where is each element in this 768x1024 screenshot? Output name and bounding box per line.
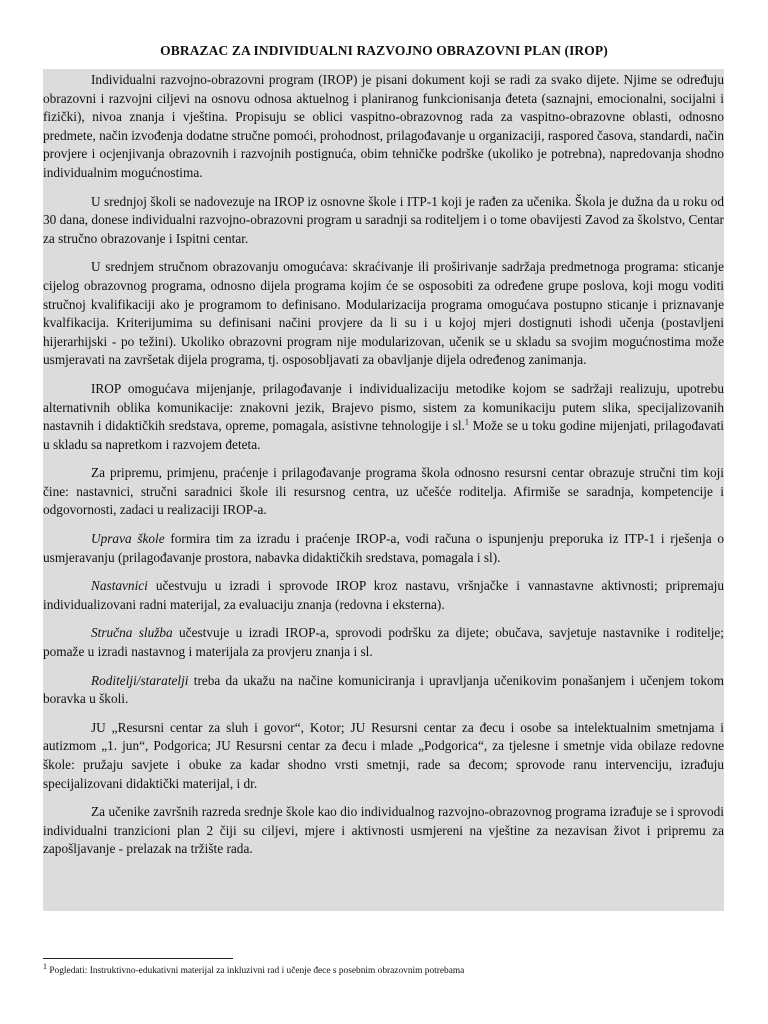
paragraph-text: učestvuje u izradi IROP-a, sprovodi podršku za dijete; obučava, savjetuje nastavnike i roditelje; pomaže u izradi nastavnog i materijala za provjeru znanja i sl.	[43, 625, 724, 660]
paragraph-school-management	[43, 530, 724, 567]
document-title: OBRAZAC ZA INDIVIDUALNI RAZVOJNO OBRAZOVNI PLAN (IROP)	[160, 43, 608, 58]
paragraph-text: treba da ukažu na načine komuniciranja i upravljanja učenikovim ponašanjem i učenjem tokom boravka u školi.	[43, 672, 724, 707]
paragraph-text: učestvuju u izradi i sprovode IROP kroz nastavu, vršnjačke i vannastavne aktivnosti; pripremaju individualizovani radni materijal, za evaluaciju znanja (redovna i eksterna).	[43, 578, 724, 612]
role-label: Roditelji/staratelji	[91, 672, 189, 688]
footnote	[43, 961, 733, 977]
footnote-number: 1	[43, 961, 47, 971]
paragraph-resource-centers: JU „Resursni centar za sluh i govor“, Kotor; JU Resursni centar za đecu i osobe sa intelektualnim smetnjama i autizmom „1. jun“, Podgorica; JU Resursni centar za đecu i mlade „Podgorica“, za tjelesne i smetnje vida obilaze redovne škole: pružaju savjete i obuke za kadar shodno vrsti smetnji, rade sa đecom; sprovode ranu intervenciju, izrađuju specijalizovani didaktički materijal, i dr.	[43, 719, 724, 791]
paragraph-teachers	[43, 577, 724, 614]
footnote-text: Pogledati: Instruktivno-edukativni materijal za inkluzivni rad i učenje đece s posebnim obrazovnim potrebama	[47, 966, 465, 976]
paragraph-expert-service	[43, 624, 724, 661]
paragraph-irop-definition: Individualni razvojno-obrazovni program (IROP) je pisani dokument koji se radi za svako dijete. Njime se određuju obrazovni i razvojni ciljevi na osnovu odnosa aktuelnog i planiranog funkcionisanja đeteta (saznajni, emocionalni, socijalni i fizički), nivoa znanja i vještina. Propisuju se oblici vaspitno-obrazovnog rada za vaspitno-obrazovne oblasti, odnosno predmete, način izvođenja dodatne stručne pomoći, prohodnost, prilagođavanje u organizaciji, raspored časova, standardi, način provjere i ocjenjivanja obrazovnih i razvojnih postignuća, obim tehničke podrške (ukoliko je potrebna), napredovanja shodno individualnim mogućnostima.	[43, 72, 724, 180]
shaded-text-box	[43, 69, 724, 911]
footnote-reference[interactable]: 1	[464, 417, 469, 427]
role-label: Nastavnici	[91, 578, 148, 594]
paragraph-vocational-education: U srednjem stručnom obrazovanju omogućava: skraćivanje ili proširivanje sadržaja predmetnoga programa: sticanje cijelog obrazovnog programa, odnosno dijela programa kojim će se osposobiti za određene grupe poslova, koji mogu voditi stručnoj kvalifikaciji ako je programom to definisano. Modularizacija programa omogućava postupno sticanje i priznavanje kvalfikacija. Kriterijumima su definisani načini provjere da li su i u kojoj mjeri dostignuti ishodi učenja (postavljeni hijerarhijski - po težini). Ukoliko obrazovni program nije modularizovan, učenik se u skladu sa svojim mogućnostima može usmjeravati na završetak dijela programa, tj. osposobljavati za obavljanje dijela određenog zanimanja.	[43, 259, 724, 368]
paragraph-text: formira tim za izradu i praćenje IROP-a, vodi računa o ispunjenju preporuka iz ITP-1 i rješenja o usmjeravanju (prilagođavanje prostora, nabavka didaktičkih sredstava, pomagala i sl).	[43, 531, 724, 565]
paragraph-irop-adaptation	[43, 380, 724, 454]
role-label: Uprava škole	[91, 531, 165, 547]
paragraph-expert-team: Za pripremu, primjenu, praćenje i prilagođavanje programa škola odnosno resursni centar obrazuje stručni tim koji čine: nastavnici, stručni saradnici škole ili resursnog centra, uz učešće roditelja. Afirmiše se saradnja, kompetencije i odgovornosti, zadaci u realizaciji IROP-a.	[43, 465, 724, 518]
paragraph-secondary-school: U srednjoj školi se nadovezuje na IROP iz osnovne škole i ITP-1 koji je rađen za učenika. Škola je dužna da u roku od 30 dana, donese individualni razvojno-obrazovni program u saradnji sa roditeljem i o tome obavijesti Zavod za školstvo, Centar za stručno obrazovanje i Ispitni centar.	[43, 193, 724, 246]
paragraph-parents	[43, 672, 724, 709]
paragraph-transition-plan: Za učenike završnih razreda srednje škole kao dio individualnog razvojno-obrazovnog programa izrađuje se i sprovodi individualni tranzicioni plan 2 čiji su ciljevi, mjere i aktivnosti usmjereni na vještine za nezavisan život i pripremu za zapošljavanje - prelazak na tržište rada.	[43, 804, 724, 857]
paragraph-text: IROP omogućava mijenjanje, prilagođavanje i individualizaciju metodike kojom se sadržaji realizuju, upotrebu alternativnih oblika komunikacije: znakovni jezik, Brajevo pismo, sistem za komunikaciju putem slika, specijalizovanih nastavnih i didaktičkih sredstava, opreme, pomagala, asistivne tehnologije i sl.	[43, 380, 724, 434]
footnote-divider	[43, 958, 233, 959]
paragraph-text: Može se u toku godine mijenjati, prilagođavati u skladu sa napretkom i razvojem đeteta.	[43, 418, 724, 452]
role-label: Stručna služba	[91, 625, 173, 641]
